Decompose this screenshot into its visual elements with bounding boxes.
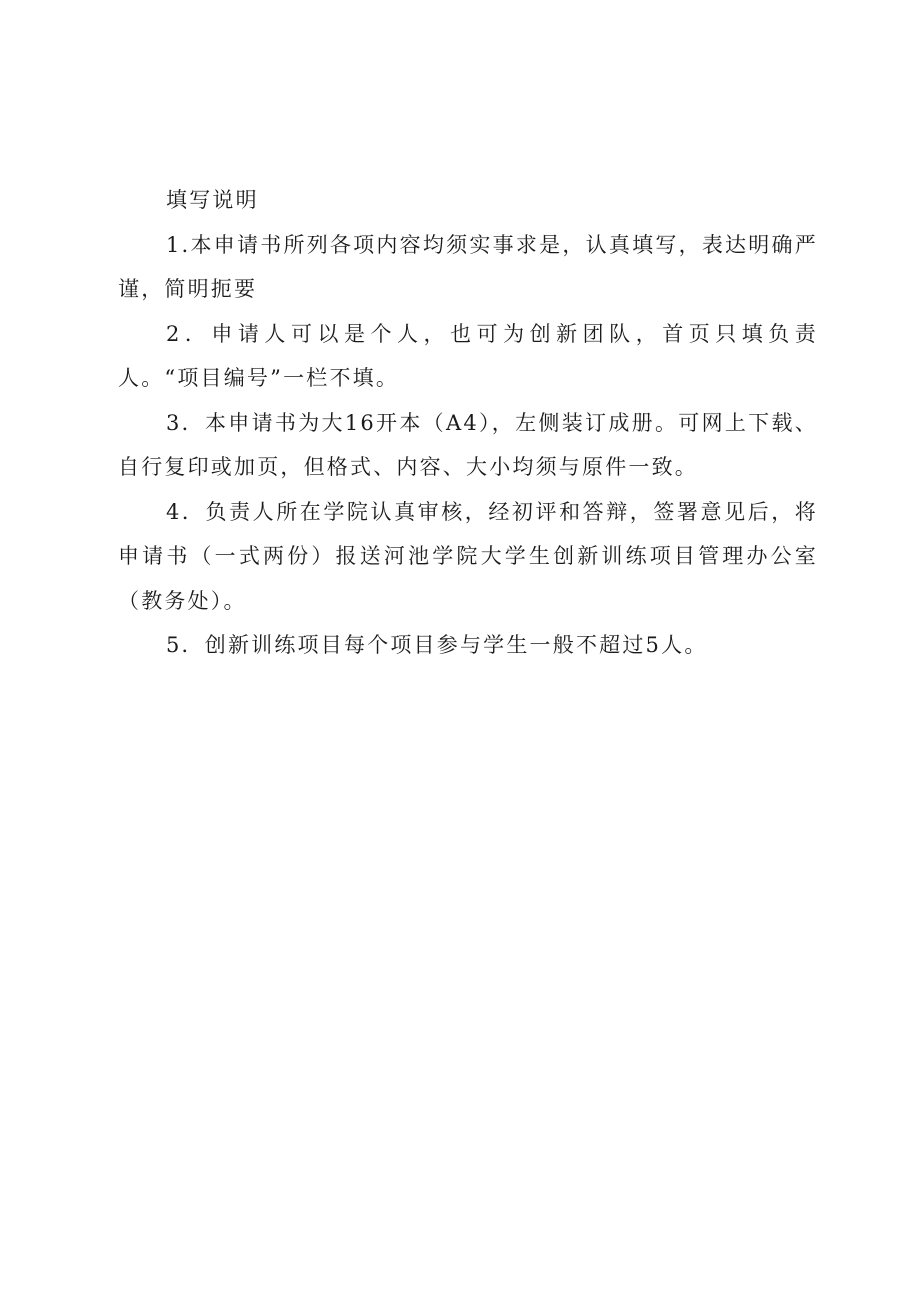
instruction-item-3: 3．本申请书为大16开本（A4），左侧装订成册。可网上下载、自行复印或加页，但格式、内容、大小均须与原件一致。 — [118, 410, 818, 479]
instruction-item-2: 2．申请人可以是个人，也可为创新团队，首页只填负责人。“项目编号”一栏不填。 — [118, 321, 818, 390]
instruction-item-5: 5．创新训练项目每个项目参与学生一般不超过5人。 — [166, 633, 708, 657]
instructions-section — [118, 178, 818, 668]
instruction-item-4: 4．负责人所在学院认真审核，经初评和答辩，签署意见后，将申请书（一式两份）报送河池学院大学生创新训练项目管理办公室（教务处）。 — [118, 499, 818, 613]
section-heading: 填写说明 — [166, 188, 259, 212]
instruction-item-1: 1.本申请书所列各项内容均须实事求是，认真填写，表达明确严谨，简明扼要 — [118, 232, 818, 301]
